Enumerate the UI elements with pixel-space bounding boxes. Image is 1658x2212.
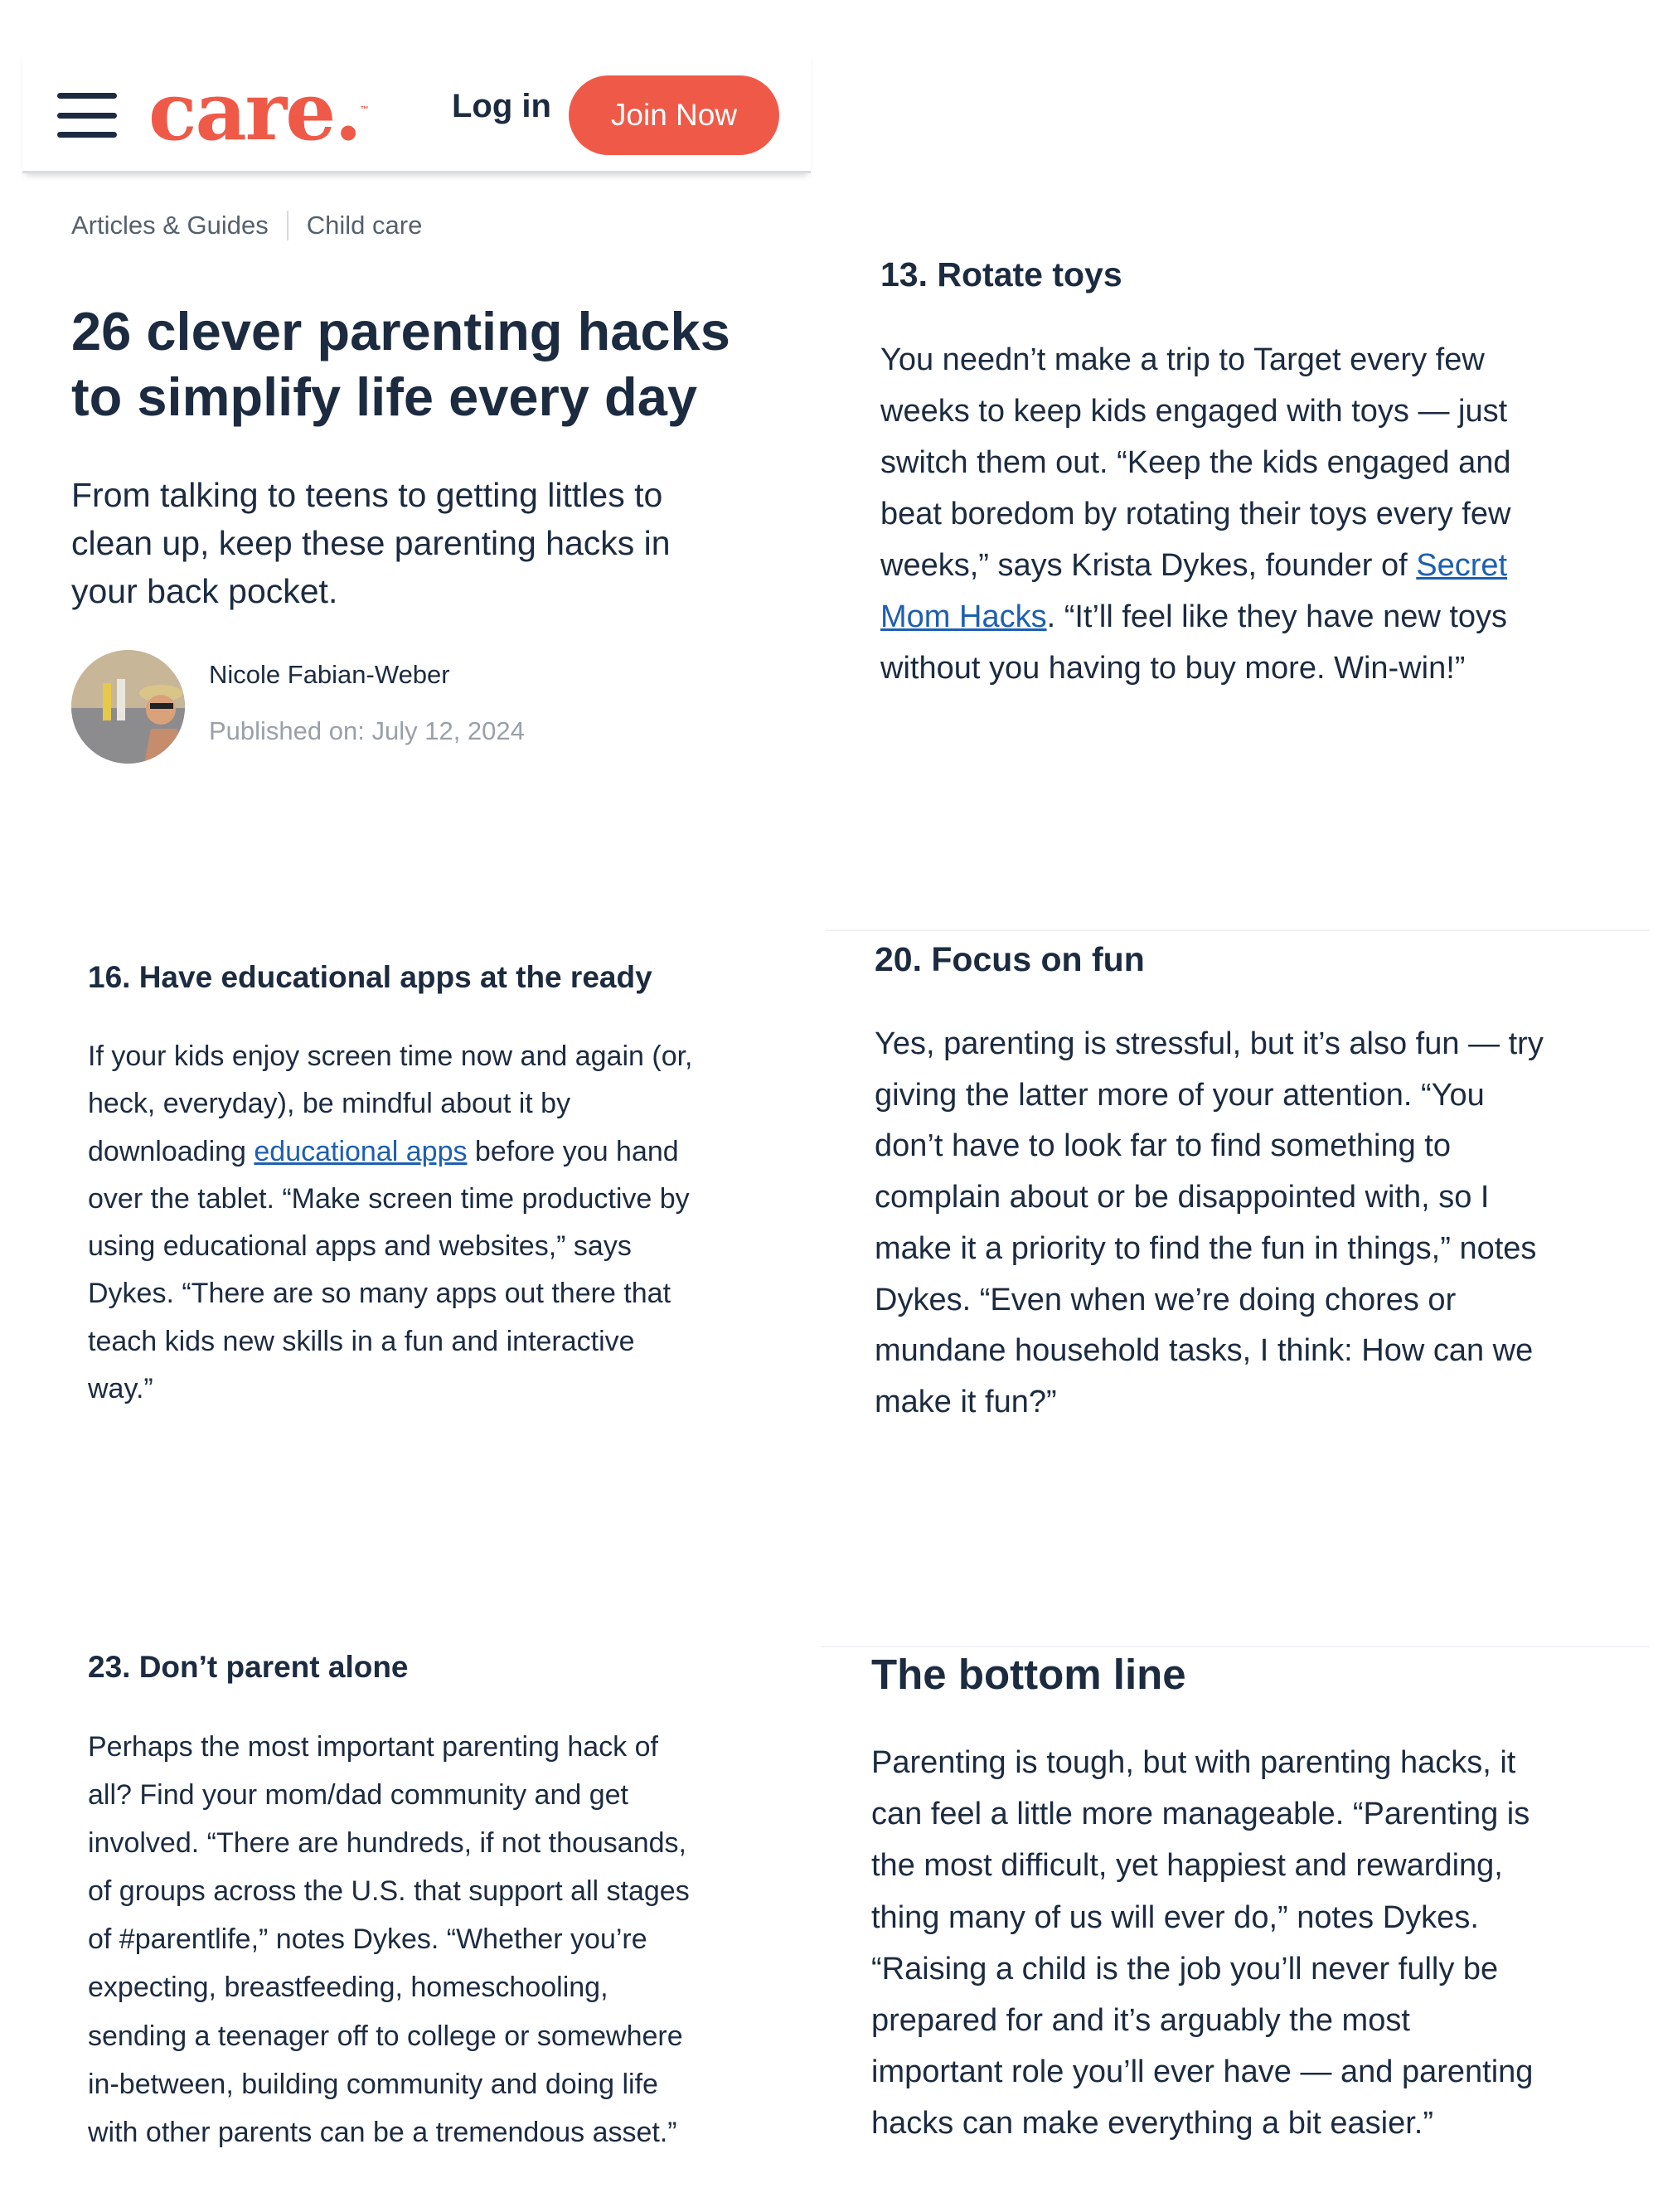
body-text: complain about or be disappointed with, so I — [875, 1180, 1490, 1215]
body-text: way.” — [88, 1373, 153, 1405]
body-line — [880, 386, 1510, 437]
breadcrumb-child-care[interactable]: Child care — [306, 211, 423, 240]
section-educational-apps — [88, 960, 693, 1413]
body-line — [88, 1723, 690, 1771]
body-text: the most difficult, yet happiest and rewarding, — [871, 1848, 1503, 1884]
section-heading: 13. Rotate toys — [880, 255, 1122, 293]
section-body — [875, 1019, 1544, 1429]
breadcrumb-articles-guides[interactable]: Articles & Guides — [71, 211, 269, 240]
section-heading: 20. Focus on fun — [875, 940, 1145, 978]
body-text: Perhaps the most important parenting hack of — [88, 1731, 658, 1763]
body-text: sending a teenager off to college or somewhere — [88, 2020, 683, 2052]
body-line — [880, 437, 1510, 488]
body-line — [88, 1318, 693, 1366]
body-text: of groups across the U.S. that support all stages — [88, 1875, 690, 1908]
body-line — [871, 1788, 1533, 1840]
body-text: with other parents can be a tremendous asset.” — [88, 2116, 677, 2148]
text-line: to simplify life every day — [71, 366, 698, 427]
body-text: expecting, breastfeeding, homeschooling, — [88, 1972, 608, 2004]
logo-trademark: ™ — [360, 105, 369, 114]
body-line — [880, 643, 1510, 694]
inline-link[interactable]: educational apps — [254, 1135, 468, 1167]
body-text: all? Find your mom/dad community and get — [88, 1779, 628, 1812]
body-text: make it a priority to find the fun in things,” notes — [875, 1230, 1537, 1266]
body-line — [88, 1223, 693, 1270]
body-text: Parenting is tough, but with parenting hacks, it — [871, 1745, 1516, 1780]
body-text: Dykes. “There are so many apps out there that — [88, 1278, 671, 1310]
page-subtitle — [71, 471, 671, 615]
text-line: From talking to teens to getting littles to — [71, 476, 663, 514]
body-line — [880, 334, 1510, 386]
body-line — [88, 1366, 693, 1413]
section-heading: 23. Don’t parent alone — [88, 1650, 409, 1684]
section-focus-on-fun — [875, 940, 1544, 1429]
body-line — [875, 1224, 1544, 1275]
body-line — [88, 1080, 693, 1128]
body-line — [88, 1867, 690, 1915]
body-text: . “It’ll feel like they have new toys — [1046, 599, 1508, 634]
body-line — [88, 2108, 690, 2156]
body-text: Yes, parenting is stressful, but it’s also fun — try — [875, 1026, 1544, 1061]
body-text: in-between, building community and doing life — [88, 2068, 658, 2100]
body-line — [88, 2012, 690, 2060]
body-line — [880, 591, 1510, 643]
section-rotate-toys — [880, 255, 1510, 694]
join-now-button[interactable]: Join Now — [569, 75, 779, 155]
section-heading: The bottom line — [871, 1651, 1186, 1698]
body-text: giving the latter more of your attention. “You — [875, 1077, 1485, 1113]
body-text: using educational apps and websites,” says — [88, 1230, 632, 1263]
body-text: don’t have to look far to find something to — [875, 1128, 1451, 1164]
body-text: downloading — [88, 1135, 255, 1167]
breadcrumb — [71, 211, 422, 240]
section-divider — [825, 929, 1650, 931]
section-dont-parent-alone — [88, 1650, 690, 2156]
body-text: make it fun?” — [875, 1384, 1057, 1419]
body-text: involved. “There are hundreds, if not thousands, — [88, 1827, 686, 1860]
body-text: switch them out. “Keep the kids engaged and — [880, 445, 1511, 480]
body-text: over the tablet. “Make screen time productive by — [88, 1182, 690, 1215]
body-text: teach kids new skills in a fun and interactive — [88, 1325, 635, 1357]
inline-link[interactable]: Mom Hacks — [880, 599, 1047, 634]
logo-text: care. — [148, 65, 361, 158]
body-line — [88, 1033, 693, 1080]
body-line — [875, 1070, 1544, 1122]
login-link[interactable]: Log in — [452, 88, 551, 124]
body-line — [875, 1121, 1544, 1172]
body-text: thing many of us will ever do,” notes Dykes. — [871, 1899, 1479, 1935]
section-divider — [821, 1646, 1650, 1647]
body-text: prepared for and it’s arguably the most — [871, 2003, 1410, 2039]
section-body — [880, 334, 1510, 694]
body-line — [88, 2060, 690, 2108]
author-name[interactable]: Nicole Fabian-Weber — [209, 660, 450, 689]
text-line: clean up, keep these parenting hacks in — [71, 524, 671, 562]
body-line — [871, 1943, 1533, 1995]
body-text: weeks,” says Krista Dykes, founder of — [880, 548, 1417, 583]
body-text: hacks can make everything a bit easier.” — [871, 2106, 1434, 2142]
body-text: before you hand — [467, 1135, 679, 1167]
menu-icon[interactable] — [57, 93, 117, 138]
body-text: heck, everyday), be mindful about it by — [88, 1088, 571, 1120]
body-line — [871, 2098, 1533, 2149]
text-line: 26 clever parenting hacks — [71, 301, 730, 361]
body-text: without you having to buy more. Win-win!” — [880, 651, 1466, 686]
body-line — [875, 1377, 1544, 1429]
body-line — [875, 1172, 1544, 1224]
body-line — [88, 1270, 693, 1317]
section-body — [871, 1737, 1533, 2150]
body-line — [871, 1892, 1533, 1943]
body-line — [875, 1326, 1544, 1377]
section-bottom-line — [871, 1650, 1533, 2150]
body-text: If your kids enjoy screen time now and again (or, — [88, 1041, 693, 1072]
inline-link[interactable]: Secret — [1416, 548, 1508, 583]
body-line — [871, 2046, 1533, 2098]
published-date: Published on: July 12, 2024 — [209, 716, 525, 745]
body-line — [88, 1176, 693, 1223]
body-text: can feel a little more manageable. “Parenting is — [871, 1797, 1530, 1832]
section-body — [88, 1033, 693, 1413]
body-line — [88, 1771, 690, 1819]
body-text: of #parentlife,” notes Dykes. “Whether you’re — [88, 1923, 647, 1956]
body-line — [871, 1995, 1533, 2046]
site-header — [22, 50, 811, 173]
text-line: your back pocket. — [71, 572, 338, 610]
body-text: “Raising a child is the job you’ll never fully be — [871, 1951, 1499, 1986]
body-line — [871, 1840, 1533, 1891]
body-line — [875, 1019, 1544, 1070]
body-line — [871, 1737, 1533, 1788]
body-text: You needn’t make a trip to Target every few — [880, 342, 1485, 377]
section-body — [88, 1723, 690, 2156]
page-title — [71, 298, 730, 429]
body-text: important role you’ll ever have — and parenting — [871, 2054, 1534, 2090]
body-line — [88, 1963, 690, 2011]
body-line — [88, 1819, 690, 1867]
breadcrumb-separator — [287, 211, 288, 240]
body-line — [88, 1915, 690, 1963]
author-avatar[interactable] — [71, 650, 185, 764]
body-text: mundane household tasks, I think: How can we — [875, 1333, 1534, 1369]
body-line — [880, 488, 1510, 540]
care-logo[interactable] — [148, 65, 369, 158]
body-line — [875, 1275, 1544, 1327]
body-text: beat boredom by rotating their toys every few — [880, 497, 1511, 531]
body-text: Dykes. “Even when we’re doing chores or — [875, 1282, 1457, 1317]
body-line — [88, 1128, 693, 1176]
body-text: weeks to keep kids engaged with toys — just — [880, 394, 1508, 429]
body-line — [880, 540, 1510, 591]
section-heading: 16. Have educational apps at the ready — [88, 960, 652, 994]
